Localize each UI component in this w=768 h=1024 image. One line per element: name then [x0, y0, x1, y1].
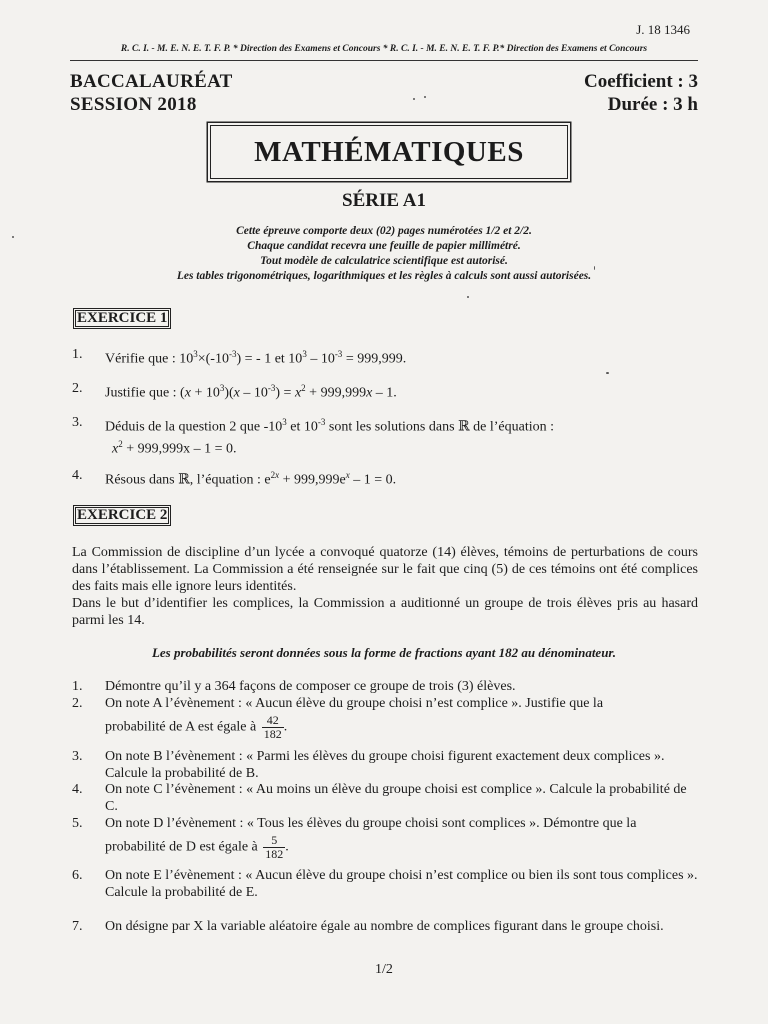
question-number: 2.	[72, 696, 83, 711]
exercise-2-note: Les probabilités seront données sous la forme de fractions ayant 182 au dénominateur.	[151, 645, 617, 660]
question-number: 4.	[72, 782, 83, 797]
instruction-line: Chaque candidat recevra une feuille de papier millimétré.	[247, 240, 521, 252]
header-rule	[70, 60, 698, 61]
scan-speck	[606, 372, 609, 374]
exercise-1-question-3: 3. Déduis de la question 2 que $-10^3$ et $10^{-3}$ sont les solutions dans ℝ de l’équation : $x^2 + 999,999x - 1 = 0$.	[72, 415, 555, 457]
exercise-2-question-4: 4. On note C l’évènement : « Au moins un élève du groupe choisi est complice ». Calcule la probabilité de C.	[72, 782, 687, 814]
exercise-2-question-3: 3. On note B l’évènement : « Parmi les élèves du groupe choisi figurent exactement deux complices ». Calcule la probabilité de B.	[72, 749, 665, 781]
question-number: 5.	[72, 816, 83, 831]
question-number: 7.	[72, 919, 83, 934]
instruction-line: Tout modèle de calculatrice scientifique est autorisé.	[260, 255, 508, 267]
instructions	[80, 224, 688, 284]
fraction-a: $\frac{42}{182}$	[263, 713, 282, 741]
question-number: 3.	[72, 749, 83, 764]
question-number: 1.	[72, 679, 83, 694]
question-number: 1.	[72, 347, 83, 362]
subject-title: MATHÉMATIQUES	[254, 135, 524, 168]
scan-speck	[12, 236, 14, 238]
scan-speck	[424, 96, 426, 98]
coefficient: Coefficient : 3	[584, 71, 698, 92]
subject-title-box	[210, 125, 568, 179]
exercise-1-question-4: 4. Résous dans ℝ, l’équation : $e^{2x} + 999,999e^x - 1 = 0$.	[72, 468, 397, 488]
question-number: 3.	[72, 415, 83, 430]
exercise-2-question-1: 1. Démontre qu’il y a 364 façons de composer ce groupe de trois (3) élèves.	[72, 679, 516, 694]
question-number: 2.	[72, 381, 83, 396]
ministry-banner: R. C. I. - M. E. N. E. T. F. P. * Direction des Examens et Concours * R. C. I. - M. E. N. E. T. F. P.* Direction des Examens et Concours	[120, 44, 648, 54]
series-label: SÉRIE A1	[342, 190, 426, 211]
scan-speck	[594, 266, 595, 270]
question-number: 6.	[72, 868, 83, 883]
exercise-2-question-7: 7. On désigne par X la variable aléatoire égale au nombre de complices figurant dans le groupe choisi.	[72, 919, 664, 934]
exercise-1-heading: EXERCICE 1	[73, 308, 171, 329]
page-number: 1/2	[375, 962, 393, 977]
exercise-2-context-2: Dans le but d’identifier les complices, la Commission a auditionné un groupe de trois élèves pris au hasard parmi les 14.	[72, 596, 698, 628]
exercise-1-question-1: 1. Vérifie que : $10^3\times(-10^{-3})$ = - 1 et $10^3 - 10^{-3} = 999,999$.	[72, 347, 407, 367]
exercise-2-heading: EXERCICE 2	[73, 505, 171, 526]
exercise-2-question-2: 2. On note A l’évènement : « Aucun élève du groupe choisi n’est complice ». Justifie que la probabilité de A est égale à $\frac{42}{182}$ .	[72, 696, 604, 741]
scan-speck	[467, 296, 469, 298]
exercise-2-question-6: 6. On note E l’évènement : « Aucun élève du groupe choisi n’est complice ou bien ils sont tous complices ». Calcule la probabilité de E.	[72, 868, 698, 900]
instruction-line: Cette épreuve comporte deux (02) pages numérotées 1/2 et 2/2.	[236, 225, 532, 237]
exercise-1-question-2: 2. Justifie que : $(x + 10^3)(x - 10^{-3}) = x^2 + 999,999x - 1$.	[72, 381, 397, 401]
duration: Durée : 3 h	[607, 94, 698, 115]
exam-name: BACCALAURÉAT	[70, 71, 233, 92]
document-reference: J. 18 1346	[636, 22, 690, 37]
scan-speck	[413, 98, 415, 100]
exercise-2-context: La Commission de discipline d’un lycée a convoqué quatorze (14) élèves, témoins de perturbations de cours dans l’établissement. La Commission a été renseignée sur le fait que cinq (5) de ces témoins ont été complices des faits mais elle ignore leurs identités.	[72, 545, 698, 594]
instruction-line: Les tables trigonométriques, logarithmiques et les règles à calculs sont aussi autorisées.	[176, 270, 592, 282]
fraction-d: $\frac{5}{182}$	[265, 833, 284, 861]
question-number: 4.	[72, 468, 83, 483]
exercise-2-question-5: 5. On note D l’évènement : « Tous les élèves du groupe choisi sont complices ». Démontre que la probabilité de D est égale à $\frac{5}{182}$ .	[72, 816, 637, 861]
exam-session: SESSION 2018	[70, 94, 197, 115]
